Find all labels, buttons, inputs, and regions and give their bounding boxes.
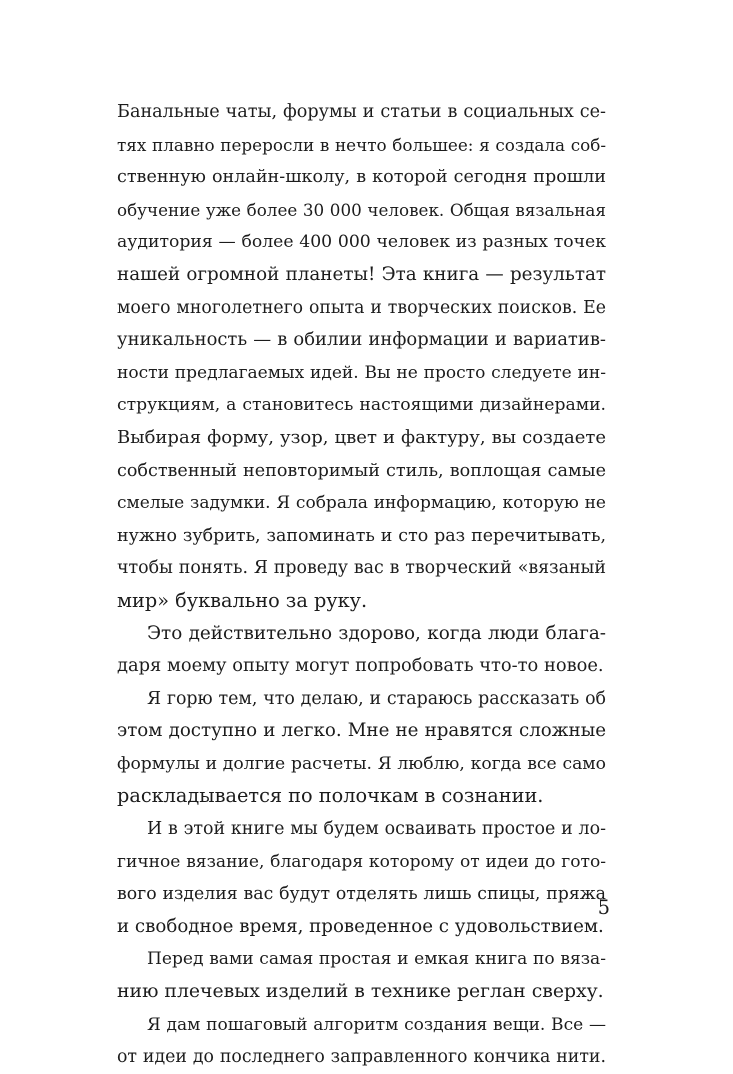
text-line: этом доступно и легко. Мне не нравятся сложные — [117, 720, 606, 742]
text-line: нужно зубрить, запоминать и сто раз перечитывать, — [117, 525, 606, 546]
text-line: Это действительно здорово, когда люди блага- — [147, 622, 606, 644]
text-line: смелые задумки. Я собрала информацию, которую не — [117, 493, 606, 514]
text-line: ственную онлайн-школу, в которой сегодня прошли — [117, 167, 606, 188]
text-line: раскладывается по полочкам в сознании. — [117, 784, 544, 808]
paragraph — [117, 683, 606, 813]
text-line: Перед вами самая простая и емкая книга по вяза- — [147, 949, 606, 970]
text-line: даря моему опыту могут попробовать что-то новое. — [117, 655, 604, 677]
text-line: нию плечевых изделий в технике реглан сверху. — [117, 981, 604, 1003]
text-line: обучение уже более 30 000 человек. Общая вязальная — [117, 199, 606, 220]
text-line: аудитория — более 400 000 человек из разных точек — [117, 232, 606, 253]
paragraph — [117, 943, 606, 1008]
text-line: Я дам пошаговый алгоритм создания вещи. Все — — [147, 1014, 606, 1035]
text-line: ности предлагаемых идей. Вы не просто следуете ин- — [117, 362, 606, 383]
text-line: моего многолетнего опыта и творческих поисков. Ее — [117, 297, 606, 318]
text-line: гичное вязание, благодаря которому от идеи до гото- — [117, 851, 606, 872]
text-line: собственный неповторимый стиль, воплощая самые — [117, 460, 606, 481]
paragraph — [117, 618, 606, 683]
text-line: чтобы понять. Я проведу вас в творческий «вязаный — [117, 558, 606, 579]
text-line: И в этой книге мы будем осваивать простое и ло- — [147, 819, 606, 840]
text-line: тях плавно переросли в нечто большее: я создала соб- — [117, 134, 606, 155]
text-line: Я горю тем, что делаю, и стараюсь рассказать об — [147, 688, 606, 709]
paragraph — [117, 813, 606, 943]
text-line: мир» буквально за руку. — [117, 588, 368, 612]
text-line: и свободное время, проведенное с удовольствием. — [117, 915, 604, 937]
text-line: формулы и долгие расчеты. Я люблю, когда все само — [117, 753, 606, 774]
text-line: Выбирая форму, узор, цвет и фактуру, вы создаете — [117, 426, 606, 448]
body-text — [117, 96, 606, 1074]
paragraph — [117, 96, 606, 618]
text-line: струкциям, а становитесь настоящими дизайнерами. — [117, 395, 606, 416]
paragraph — [117, 1009, 606, 1074]
text-line: уникальность — в обилии информации и вариатив- — [117, 329, 606, 351]
text-line: нашей огромной планеты! Эта книга — результат — [117, 263, 606, 285]
text-line: вого изделия вас будут отделять лишь спицы, пряжа — [117, 884, 606, 905]
text-line: от идеи до последнего заправленного кончика нити. — [117, 1047, 606, 1068]
text-line: Банальные чаты, форумы и статьи в социальных се- — [117, 102, 606, 122]
page-number: 5 — [597, 896, 610, 919]
